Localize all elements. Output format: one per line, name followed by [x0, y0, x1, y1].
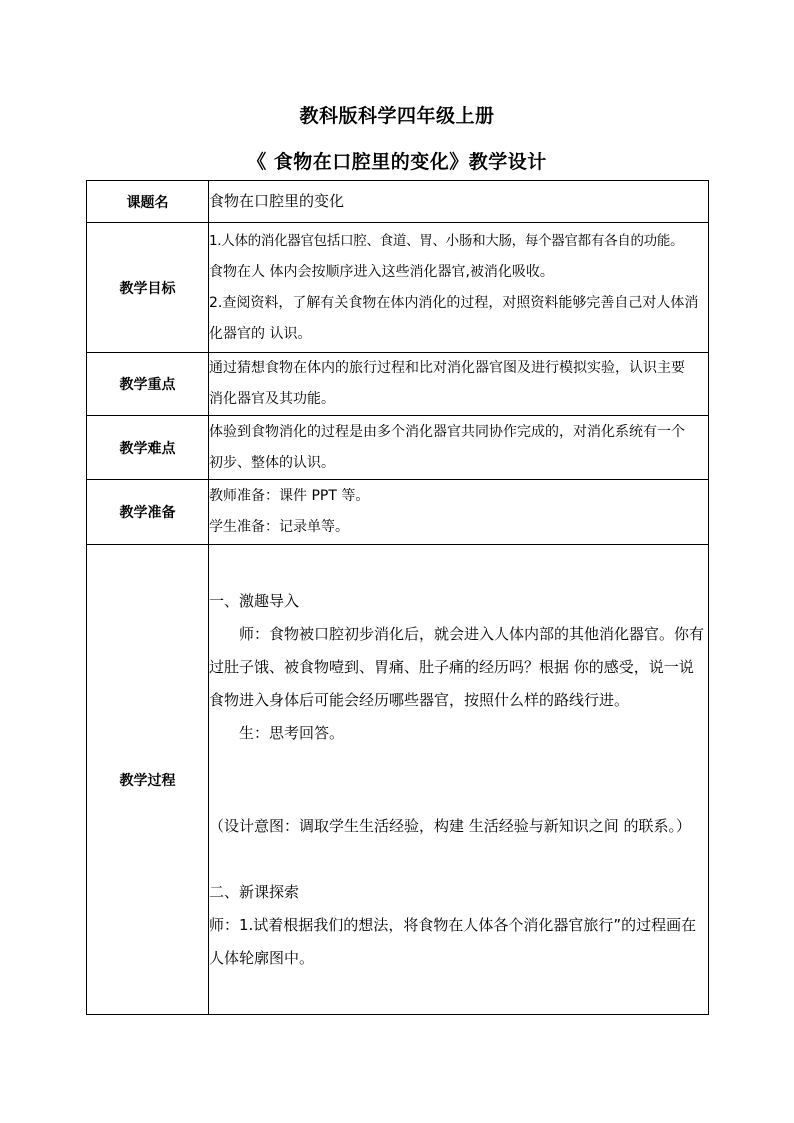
difficulties-line: 初步、整体的认识。 — [209, 454, 335, 471]
row-label-key-points: 教学重点 — [87, 353, 209, 416]
table-row-key-points — [87, 353, 709, 416]
blank-space — [209, 750, 708, 810]
document-subtitle: 《 食物在口腔里的变化》教学设计 — [247, 151, 547, 173]
table-row-process — [87, 545, 709, 1015]
key-points-line: 消化器官及其功能。 — [209, 391, 335, 407]
student-response: 生：思考回答。 — [239, 723, 345, 742]
difficulties-line: 体验到食物消化的过程是由多个消化器官共同协作完成的，对消化系统有一个 — [209, 423, 685, 440]
preparation-line: 教师准备：课件 PPT 等。 — [209, 488, 370, 504]
row-label-preparation: 教学准备 — [87, 480, 209, 545]
preparation-content — [209, 480, 709, 545]
teacher-paragraph: 师：1.试着根据我们的想法，将食物在人体各个消化器官旅行”的过程画在人体轮廓图中。 — [209, 915, 697, 967]
section-heading: 一、激趣导入 — [209, 591, 300, 610]
goals-line: 1.人体的消化器官包括口腔、食道、胃、小肠和大肠，每个器官都有各自的功能。 — [209, 232, 684, 249]
key-points-line: 通过猜想食物在体内的旅行过程和比对消化器官图及进行模拟实验，认识主要 — [209, 360, 685, 376]
key-points-content — [209, 353, 709, 416]
teacher-paragraph: 师：食物被口腔初步消化后，就会进入人体内部的其他消化器官。你有过肚子饿、被食物噎到、胃痛、肚子痛的经历吗？根据 你的感受，说一说食物进入身体后可能会经历哪些器官，按照什么样的路线行进。 — [209, 624, 705, 709]
difficulties-content — [209, 416, 709, 480]
document-title: 教科版科学四年级上册 — [299, 105, 495, 127]
topic-value: 食物在口腔里的变化 — [209, 181, 709, 223]
goals-line: 食物在人 体内会按顺序进入这些消化器官,被消化吸收。 — [209, 263, 554, 280]
section-heading: 二、新课探索 — [209, 882, 300, 901]
table-row-difficulties — [87, 416, 709, 480]
process-content — [209, 545, 709, 1015]
goals-line: 2.查阅资料，了解有关食物在体内消化的过程，对照资料能够完善自己对人体消 — [209, 294, 699, 311]
blank-space — [209, 843, 708, 876]
table-row-goals — [87, 223, 709, 353]
row-label-goals: 教学目标 — [87, 223, 209, 353]
lesson-plan-table — [86, 180, 709, 1015]
row-label-process: 教学过程 — [87, 545, 209, 1015]
table-row-topic — [87, 181, 709, 223]
row-label-topic: 课题名 — [87, 181, 209, 223]
design-intent: （设计意图：调取学生生活经验，构建 生活经验与新知识之间 的联系。） — [209, 816, 692, 835]
goals-content — [209, 223, 709, 353]
preparation-line: 学生准备：记录单等。 — [209, 519, 349, 535]
table-row-preparation — [87, 480, 709, 545]
goals-line: 化器官的 认识。 — [209, 325, 312, 342]
row-label-difficulties: 教学难点 — [87, 416, 209, 480]
